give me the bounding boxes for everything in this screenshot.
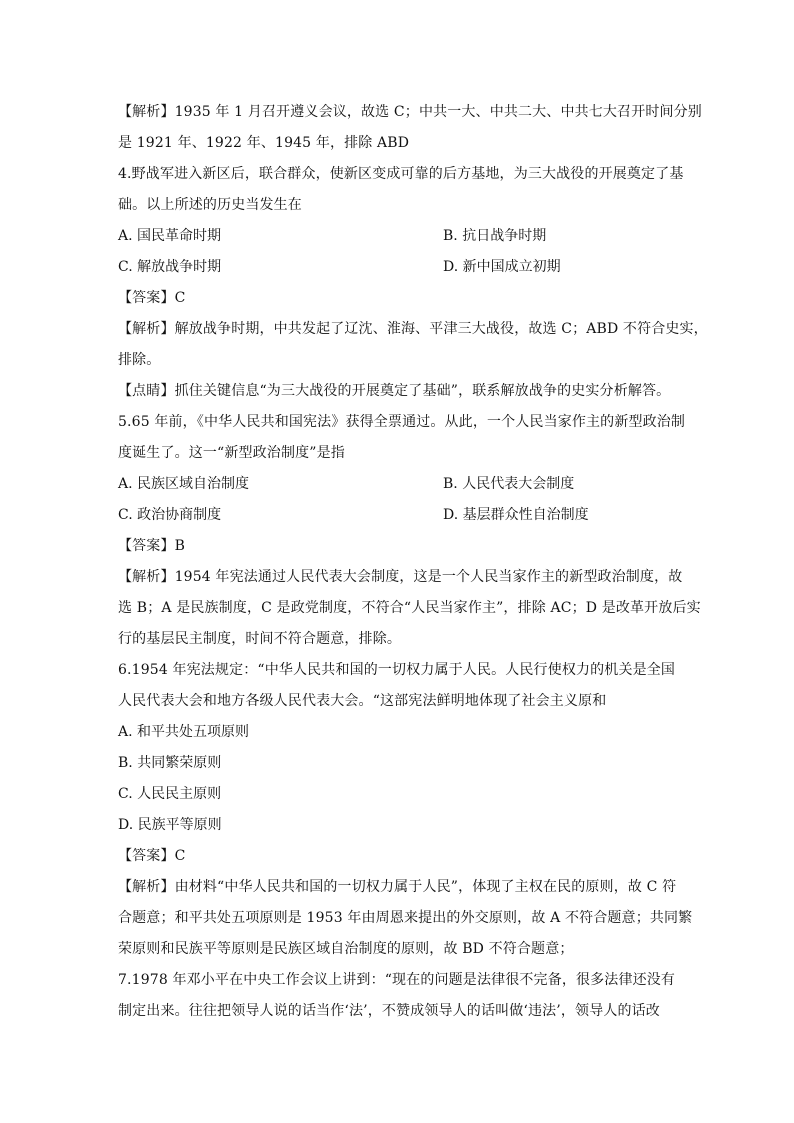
document-content <box>118 97 708 1027</box>
q3-analysis-line-2: 是 1921 年、1922 年、1945 年，排除 ABD <box>118 135 410 151</box>
q4-option-b: B. 抗日战争时期 <box>443 228 547 244</box>
q4-option-c: C. 解放战争时期 <box>118 259 222 275</box>
q6-analysis-line-1: 【解析】由材料“中华人民共和国的一切权力属于人民”，体现了主权在民的原则，故 C 符 <box>118 879 677 895</box>
q4-tip: 【点睛】抓住关键信息“为三大战役的开展奠定了基础”，联系解放战争的史实分析解答。 <box>118 383 671 399</box>
q5-stem-line-2: 度诞生了。这一“新型政治制度”是指 <box>118 445 345 461</box>
q5-options-row-1 <box>118 469 678 500</box>
q3-analysis-line-1: 【解析】1935 年 1 月召开遵义会议，故选 C；中共一大、中共二大、中共七大召开时间分别 <box>118 104 702 120</box>
q5-analysis-line-2: 选 B；A 是民族制度，C 是政党制度，不符合“人民当家作主”，排除 AC；D 是改革开放后实 <box>118 600 701 616</box>
q4-option-a: A. 国民革命时期 <box>118 228 222 244</box>
q4-stem-line-2: 础。以上所述的历史当发生在 <box>118 197 302 213</box>
q5-option-c: C. 政治协商制度 <box>118 507 222 523</box>
q4-analysis-line-1: 【解析】解放战争时期，中共发起了辽沈、淮海、平津三大战役，故选 C；ABD 不符合史实， <box>118 321 708 337</box>
q6-analysis-line-3: 荣原则和民族平等原则是民族区域自治制度的原则，故 BD 不符合题意； <box>118 941 574 957</box>
q4-option-d: D. 新中国成立初期 <box>443 259 561 275</box>
q6-stem-line-2: 人民代表大会和地方各级人民代表大会。“这部宪法鲜明地体现了社会主义原和 <box>118 693 607 709</box>
q5-answer: 【答案】B <box>118 538 186 554</box>
q4-stem-line-1: 4.野战军进入新区后，联合群众，使新区变成可靠的后方基地，为三大战役的开展奠定了基 <box>118 166 684 182</box>
q7-stem-line-1: 7.1978 年邓小平在中央工作会议上讲到：“现在的问题是法律很不完备，很多法律还没有 <box>118 972 676 988</box>
q6-option-a: A. 和平共处五项原则 <box>118 724 250 740</box>
q6-option-d: D. 民族平等原则 <box>118 817 222 833</box>
q4-analysis-line-2: 排除。 <box>118 352 161 368</box>
q6-option-b: B. 共同繁荣原则 <box>118 755 222 771</box>
q5-analysis-line-3: 行的基层民主制度，时间不符合题意，排除。 <box>118 631 401 647</box>
q5-option-d: D. 基层群众性自治制度 <box>443 507 589 523</box>
q7-stem-line-2: 制定出来。往往把领导人说的话当作‘法’，不赞成领导人的话叫做‘违法’，领导人的话改 <box>118 1003 660 1019</box>
q6-stem-line-1: 6.1954 年宪法规定：“中华人民共和国的一切权力属于人民。人民行使权力的机关是全国 <box>118 662 676 678</box>
q6-answer: 【答案】C <box>118 848 186 864</box>
q4-options-row-1 <box>118 221 678 252</box>
q5-analysis-line-1: 【解析】1954 年宪法通过人民代表大会制度，这是一个人民当家作主的新型政治制度，故 <box>118 569 683 585</box>
q4-answer: 【答案】C <box>118 290 186 306</box>
q5-stem-line-1: 5.65 年前，《中华人民共和国宪法》获得全票通过。从此，一个人民当家作主的新型政治制 <box>118 414 686 430</box>
q5-option-b: B. 人民代表大会制度 <box>443 476 575 492</box>
q6-analysis-line-2: 合题意；和平共处五项原则是 1953 年由周恩来提出的外交原则，故 A 不符合题意；共同繁 <box>118 910 693 926</box>
q4-options-row-2 <box>118 252 678 283</box>
q5-option-a: A. 民族区域自治制度 <box>118 476 250 492</box>
q5-options-row-2 <box>118 500 678 531</box>
q6-option-c: C. 人民民主原则 <box>118 786 222 802</box>
